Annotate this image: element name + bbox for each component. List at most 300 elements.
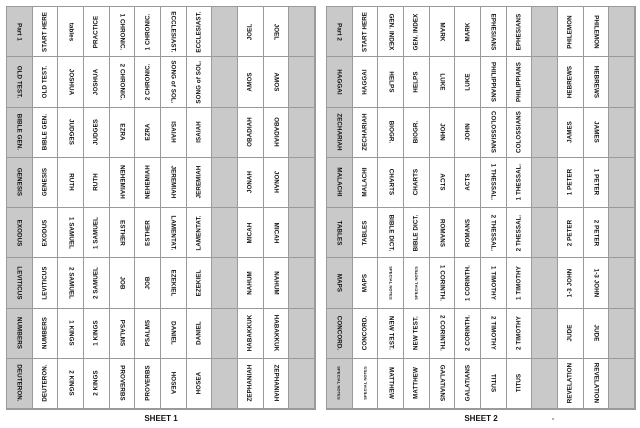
tab-cell [161,359,187,409]
tab-cell [507,309,533,359]
tab-label: PHILIPPIANS [489,61,497,102]
tab-cell [327,258,353,308]
tab-label: ZECHARIAH [361,113,369,151]
tab-cell [353,359,379,409]
tab-cell [353,7,379,57]
tab-label: HABAKKUK [246,314,254,352]
tab-label: LUKE [464,73,472,91]
tab-cell [609,208,635,258]
tab-cell [212,359,238,409]
tab-cell [238,359,264,409]
tab-cell [84,208,110,258]
tab-cell [558,7,584,57]
tab-cell [404,7,430,57]
tab-cell [609,258,635,308]
tab-cell [507,108,533,158]
tab-cell [327,7,353,57]
tab-cell [84,359,110,409]
tab-cell [353,309,379,359]
tab-label: DANIEL [195,321,203,345]
tab-cell [430,208,456,258]
tab-label: EZEKIEL [169,269,177,297]
tab-label: OLD TEST. [15,65,23,99]
tab-label: BIBLE GEN. [15,113,23,151]
sheet-2-grid [326,6,636,410]
tab-cell [212,57,238,107]
tab-cell [481,258,507,308]
tab-label: NEHEMIAH [144,165,152,200]
tab-cell [264,57,290,107]
tab-label: OBADIAH [272,117,280,147]
tab-cell [264,208,290,258]
tab-cell [135,57,161,107]
tab-cell [584,57,610,107]
tab-label: LEVITICUS [15,266,23,300]
tab-cell [558,359,584,409]
tab-label: NAHUM [272,271,280,295]
tab-cell [558,108,584,158]
tab-label: 1 CHRONIC. [118,13,126,51]
tab-label: RUTH [92,173,100,192]
tab-cell [455,309,481,359]
tab-cell [110,158,136,208]
tab-label: ESTHER [118,219,126,246]
tab-cell [378,258,404,308]
tab-label: NEHEMIAH [118,165,126,200]
tab-cell [84,309,110,359]
tab-cell [353,208,379,258]
tab-cell [507,7,533,57]
tab-cell [33,258,59,308]
tab-label: GEN. INDEX [387,13,395,51]
tab-label: PRACTICE [92,15,100,48]
footer-dot [552,418,554,420]
tab-label: LUKE [438,73,446,91]
tab-label: 2 KINGS [67,370,75,397]
tab-label: MAPS [335,273,343,293]
tab-cell [532,108,558,158]
tab-cell [187,108,213,158]
tab-label: GALATIANS [464,365,472,402]
tab-cell [507,208,533,258]
tab-cell [481,359,507,409]
tab-label: START HERE [41,11,49,52]
tab-cell [609,7,635,57]
tab-label: 1 PETER [566,169,574,196]
tab-cell [558,258,584,308]
tab-cell [430,258,456,308]
tab-cell [7,359,33,409]
tab-cell [58,57,84,107]
tab-cell [532,359,558,409]
tab-cell [289,108,315,158]
tab-label: AMOS [272,72,280,92]
tab-cell [609,108,635,158]
tab-label: CHARTS [412,169,420,196]
tab-cell [430,57,456,107]
tab-cell [212,158,238,208]
tab-label: 2 TIMOTHY [489,316,497,351]
tab-cell [289,359,315,409]
tab-label: 1 THESSAL. [489,163,497,201]
tab-label: HELPS [412,71,420,93]
tab-label: JAMES [566,121,574,144]
tab-cell [161,309,187,359]
tab-label: MARK [464,22,472,42]
tab-cell [58,7,84,57]
tab-cell [327,309,353,359]
tab-label: 1-3 JOHN [566,268,574,298]
tab-label: HAGGAI [361,69,369,95]
tab-label: 1 KINGS [67,320,75,346]
tab-cell [404,208,430,258]
tab-label: 2 CORINTH. [438,315,446,352]
tab-cell [532,7,558,57]
tab-label: CONCORD. [335,315,343,351]
tab-label: EXODUS [15,219,23,246]
tab-label: Part 2 [335,22,343,41]
tab-cell [212,258,238,308]
tab-cell [84,57,110,107]
tab-label: NAHUM [246,271,254,295]
tab-label: 2 PETER [566,219,574,246]
tab-label: SPECIAL NOTES [362,366,368,401]
tab-label: DANIEL [169,321,177,345]
tab-label: PROVERBS [118,365,126,402]
tab-label: 2 THESSAL. [489,214,497,252]
tab-cell [378,309,404,359]
tab-label: JOB [144,276,152,290]
tab-cell [378,158,404,208]
tab-cell [532,309,558,359]
tab-cell [58,208,84,258]
tab-cell [289,208,315,258]
tab-cell [558,57,584,107]
tab-cell [161,7,187,57]
tab-cell [584,158,610,208]
tab-label: JONAH [246,171,254,194]
tab-label: PROVERBS [144,365,152,402]
tab-label: EPHESIANS [489,13,497,50]
tab-cell [264,309,290,359]
tab-cell [507,57,533,107]
tab-label: MARK [438,22,446,42]
tab-cell [264,7,290,57]
tab-label: ZECHARIAH [335,113,343,151]
tab-label: 2 PETER [592,219,600,246]
tab-label: EXODUS [41,219,49,246]
tab-label: JAMES [592,121,600,144]
tab-label: 1 SAMUEL [92,216,100,249]
tab-label: 1 CHRONIC. [144,13,152,51]
tab-label: TITUS [515,374,523,393]
tab-label: 2 TIMOTHY [515,316,523,351]
tab-label: HABAKKUK [272,314,280,352]
tab-cell [135,359,161,409]
tab-label: PSALMS [144,319,152,347]
tab-label: 1 TIMOTHY [489,265,497,300]
tab-cell [187,208,213,258]
tab-label: tables [67,22,75,41]
tab-cell [212,208,238,258]
tab-label: MATTHEW [412,367,420,400]
tab-cell [33,158,59,208]
tab-cell [378,108,404,158]
tab-label: AMOS [246,72,254,92]
tab-label: 2 KINGS [92,370,100,397]
tab-label: COLOSSIANS [489,111,497,154]
tab-cell [110,309,136,359]
tab-cell [430,7,456,57]
sheet-1-caption: SHEET 1 [144,414,178,423]
tab-label: BIBLE DICT. [412,214,420,252]
tab-cell [135,7,161,57]
tab-cell [58,359,84,409]
tab-cell [430,158,456,208]
tab-cell [404,108,430,158]
tab-label: PSALMS [118,319,126,347]
tab-cell [404,57,430,107]
tab-label: MICAH [246,222,254,244]
tab-cell [507,359,533,409]
tab-cell [7,158,33,208]
tab-label: JEREMIAH [169,165,177,199]
tab-cell [135,108,161,158]
tab-label: 1 KINGS [92,320,100,346]
tab-label: JEREMIAH [195,165,203,199]
tab-cell [455,108,481,158]
tab-cell [609,57,635,107]
tab-cell [238,258,264,308]
tab-cell [161,108,187,158]
tab-label: 1-3 JOHN [592,268,600,298]
tab-label: HOSEA [195,372,203,395]
tab-label: ACTS [438,173,446,191]
tab-cell [353,158,379,208]
tab-cell [353,57,379,107]
tab-label: JUDE [592,324,600,342]
tab-cell [264,158,290,208]
tab-cell [455,158,481,208]
tab-label: JOB [118,276,126,290]
sheet-1-grid [6,6,316,410]
tab-cell [110,108,136,158]
tab-label: JONAH [272,171,280,194]
tab-cell [532,57,558,107]
tab-label: ZEPHANIAH [272,364,280,402]
tab-label: 2 CORINTH. [464,315,472,352]
tab-label: BIBLE GEN. [41,113,49,151]
tab-cell [238,7,264,57]
tab-label: MATTHEW [387,367,395,400]
tab-label: CONCORD. [361,315,369,351]
tab-cell [110,57,136,107]
tab-cell [33,57,59,107]
tab-cell [404,359,430,409]
tab-cell [481,158,507,208]
tab-cell [7,309,33,359]
tab-cell [135,309,161,359]
tab-label: TITUS [489,374,497,393]
tab-cell [609,359,635,409]
tab-cell [161,208,187,258]
tab-cell [430,309,456,359]
tab-label: 1 PETER [592,169,600,196]
tab-label: GENESIS [41,168,49,197]
tab-label: PHILEMON [566,14,574,49]
tab-label: BIOGR. [412,120,420,144]
tab-cell [33,309,59,359]
tab-label: 2 SAMUEL [92,266,100,299]
tab-label: DEUTERON. [15,364,23,403]
tab-cell [58,158,84,208]
tab-label: REVELATION [592,363,600,404]
tab-cell [238,208,264,258]
tab-cell [264,359,290,409]
tab-cell [84,7,110,57]
tab-label: TABLES [361,220,369,246]
tab-label: SONG of SOL. [169,60,177,104]
tab-cell [187,359,213,409]
tab-cell [609,158,635,208]
tab-cell [404,258,430,308]
tab-cell [378,208,404,258]
tab-label: 2 CHRONIC. [118,63,126,101]
tab-label: ESTHER [144,219,152,246]
tab-label: HAGGAI [335,69,343,95]
tab-label: TABLES [335,220,343,246]
tab-label: BIBLE DICT. [387,214,395,252]
tab-label: MAPS [361,273,369,293]
tab-label: 1 CORINTH. [438,264,446,301]
tab-label: JUDGES [92,119,100,146]
tab-cell [481,208,507,258]
tab-cell [110,7,136,57]
tab-label: HELPS [387,71,395,93]
tab-cell [264,108,290,158]
tab-label: EPHESIANS [515,13,523,50]
tab-cell [327,158,353,208]
tab-label: PHILIPPIANS [515,61,523,102]
tab-cell [161,158,187,208]
tab-cell [327,208,353,258]
tab-label: JOHN [464,123,472,141]
tab-cell [33,359,59,409]
tab-cell [135,258,161,308]
tab-cell [455,7,481,57]
tab-label: ACTS [464,173,472,191]
tab-cell [532,258,558,308]
tab-cell [327,57,353,107]
tab-cell [212,7,238,57]
tab-cell [481,7,507,57]
tab-label: 1 THESSAL. [515,163,523,201]
tab-cell [84,258,110,308]
tab-label: EZRA [118,123,126,141]
tab-cell [584,208,610,258]
tab-cell [161,57,187,107]
tab-label: RUTH [67,173,75,192]
tab-cell [187,258,213,308]
tab-cell [558,309,584,359]
tab-cell [7,7,33,57]
tab-cell [238,57,264,107]
tab-cell [378,57,404,107]
tab-label: BIOGR. [387,120,395,144]
tab-cell [609,309,635,359]
tab-label: ROMANS [464,218,472,247]
tab-cell [7,258,33,308]
tab-cell [289,309,315,359]
tab-label: NUMBERS [41,317,49,350]
tab-cell [33,208,59,258]
tab-label: SONG of SOL. [195,60,203,104]
tab-cell [135,208,161,258]
tab-cell [584,7,610,57]
tab-cell [238,108,264,158]
tab-label: MALACHI [361,167,369,197]
tab-cell [353,258,379,308]
tab-label: COLOSSIANS [515,111,523,154]
tab-label: OLD TEST. [41,65,49,99]
tab-label: SPECIAL NOTES [388,266,394,300]
tab-cell [7,57,33,107]
tab-cell [58,309,84,359]
tab-cell [212,108,238,158]
tab-cell [289,258,315,308]
tab-label: HOSEA [169,372,177,395]
tab-cell [58,108,84,158]
tab-cell [289,158,315,208]
tab-cell [455,258,481,308]
tab-label: SPECIAL NOTES [413,266,419,300]
tab-cell [404,309,430,359]
tab-label: ISAIAH [169,121,177,143]
tab-label: PHILEMON [592,14,600,49]
tab-label: CHARTS [387,169,395,196]
tab-cell [84,158,110,208]
tab-label: JOHN [438,123,446,141]
tab-label: JOEL [246,23,254,40]
tab-label: GALATIANS [438,365,446,402]
tab-label: OBADIAH [246,117,254,147]
tab-label: START HERE [361,11,369,52]
tab-cell [187,7,213,57]
tab-label: JUDE [566,324,574,342]
tab-cell [110,359,136,409]
tab-cell [264,258,290,308]
tab-cell [187,57,213,107]
tab-label: EZRA [144,123,152,141]
tab-label: NEW TEST. [412,316,420,351]
tab-cell [378,7,404,57]
tab-cell [404,158,430,208]
tab-cell [238,158,264,208]
tab-cell [289,57,315,107]
tab-cell [33,108,59,158]
tab-cell [238,309,264,359]
tab-label: DEUTERON. [41,364,49,403]
tab-label: 2 CHRONIC. [144,63,152,101]
tab-cell [327,359,353,409]
tab-label: ECCLESIAST. [195,10,203,53]
tab-cell [481,108,507,158]
tab-cell [289,7,315,57]
tab-cell [455,208,481,258]
tab-cell [455,57,481,107]
tab-cell [584,258,610,308]
tab-cell [187,158,213,208]
